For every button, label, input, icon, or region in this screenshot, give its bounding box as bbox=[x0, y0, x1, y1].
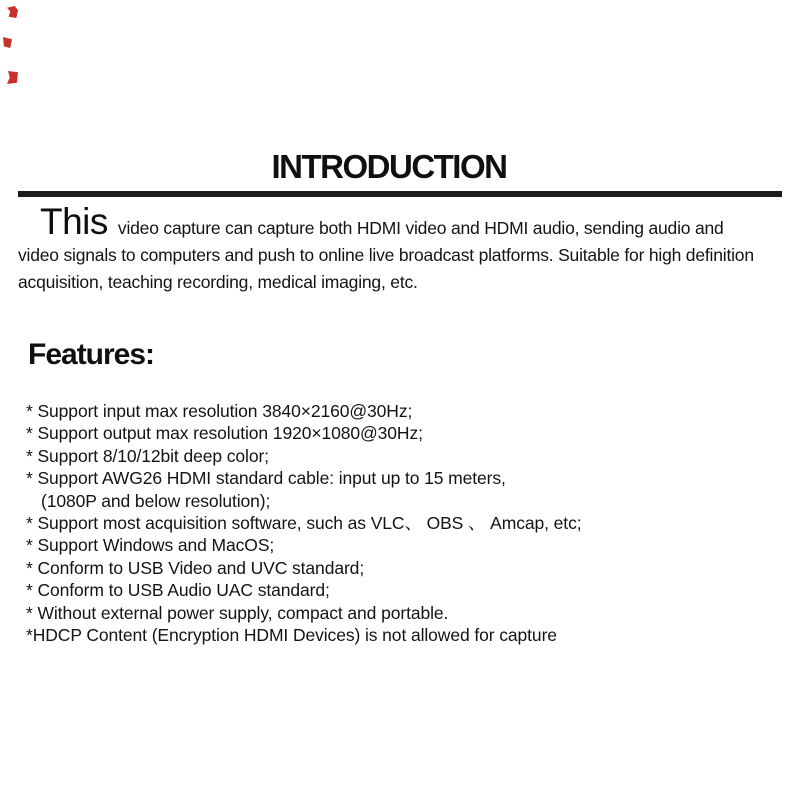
title-divider-rule bbox=[18, 191, 782, 197]
intro-paragraph-line-1 bbox=[40, 201, 724, 243]
red-watermark-fragment-icon bbox=[3, 37, 12, 48]
intro-line-1-text: video capture can capture both HDMI video and HDMI audio, sending audio and bbox=[117, 218, 724, 238]
feature-item: * Support AWG26 HDMI standard cable: input up to 15 meters, bbox=[26, 468, 506, 489]
feature-item: * Support most acquisition software, such as VLC、 OBS 、 Amcap, etc; bbox=[26, 513, 582, 534]
feature-item: *HDCP Content (Encryption HDMI Devices) is not allowed for capture bbox=[26, 625, 557, 646]
feature-item: * Without external power supply, compact and portable. bbox=[26, 602, 449, 623]
red-watermark-fragment-icon bbox=[7, 71, 18, 84]
features-list bbox=[26, 400, 796, 646]
features-heading: Features: bbox=[28, 338, 155, 371]
intro-line-3: acquisition, teaching recording, medical imaging, etc. bbox=[18, 271, 418, 292]
feature-item: * Support 8/10/12bit deep color; bbox=[26, 445, 269, 466]
feature-item: * Support Windows and MacOS; bbox=[26, 535, 275, 556]
intro-lead-word: This bbox=[40, 201, 108, 242]
feature-item: * Conform to USB Video and UVC standard; bbox=[26, 557, 365, 578]
feature-item: * Support output max resolution 1920×1080@30Hz; bbox=[26, 423, 423, 444]
feature-item: * Support input max resolution 3840×2160@30Hz; bbox=[26, 401, 413, 421]
red-watermark-fragment-icon bbox=[7, 6, 18, 18]
intro-paragraph bbox=[18, 242, 800, 295]
feature-item: (1080P and below resolution); bbox=[41, 490, 271, 511]
section-title: INTRODUCTION bbox=[271, 148, 507, 185]
feature-item: * Conform to USB Audio UAC standard; bbox=[26, 580, 330, 601]
intro-line-2: video signals to computers and push to online live broadcast platforms. Suitable for high definition bbox=[18, 245, 754, 265]
